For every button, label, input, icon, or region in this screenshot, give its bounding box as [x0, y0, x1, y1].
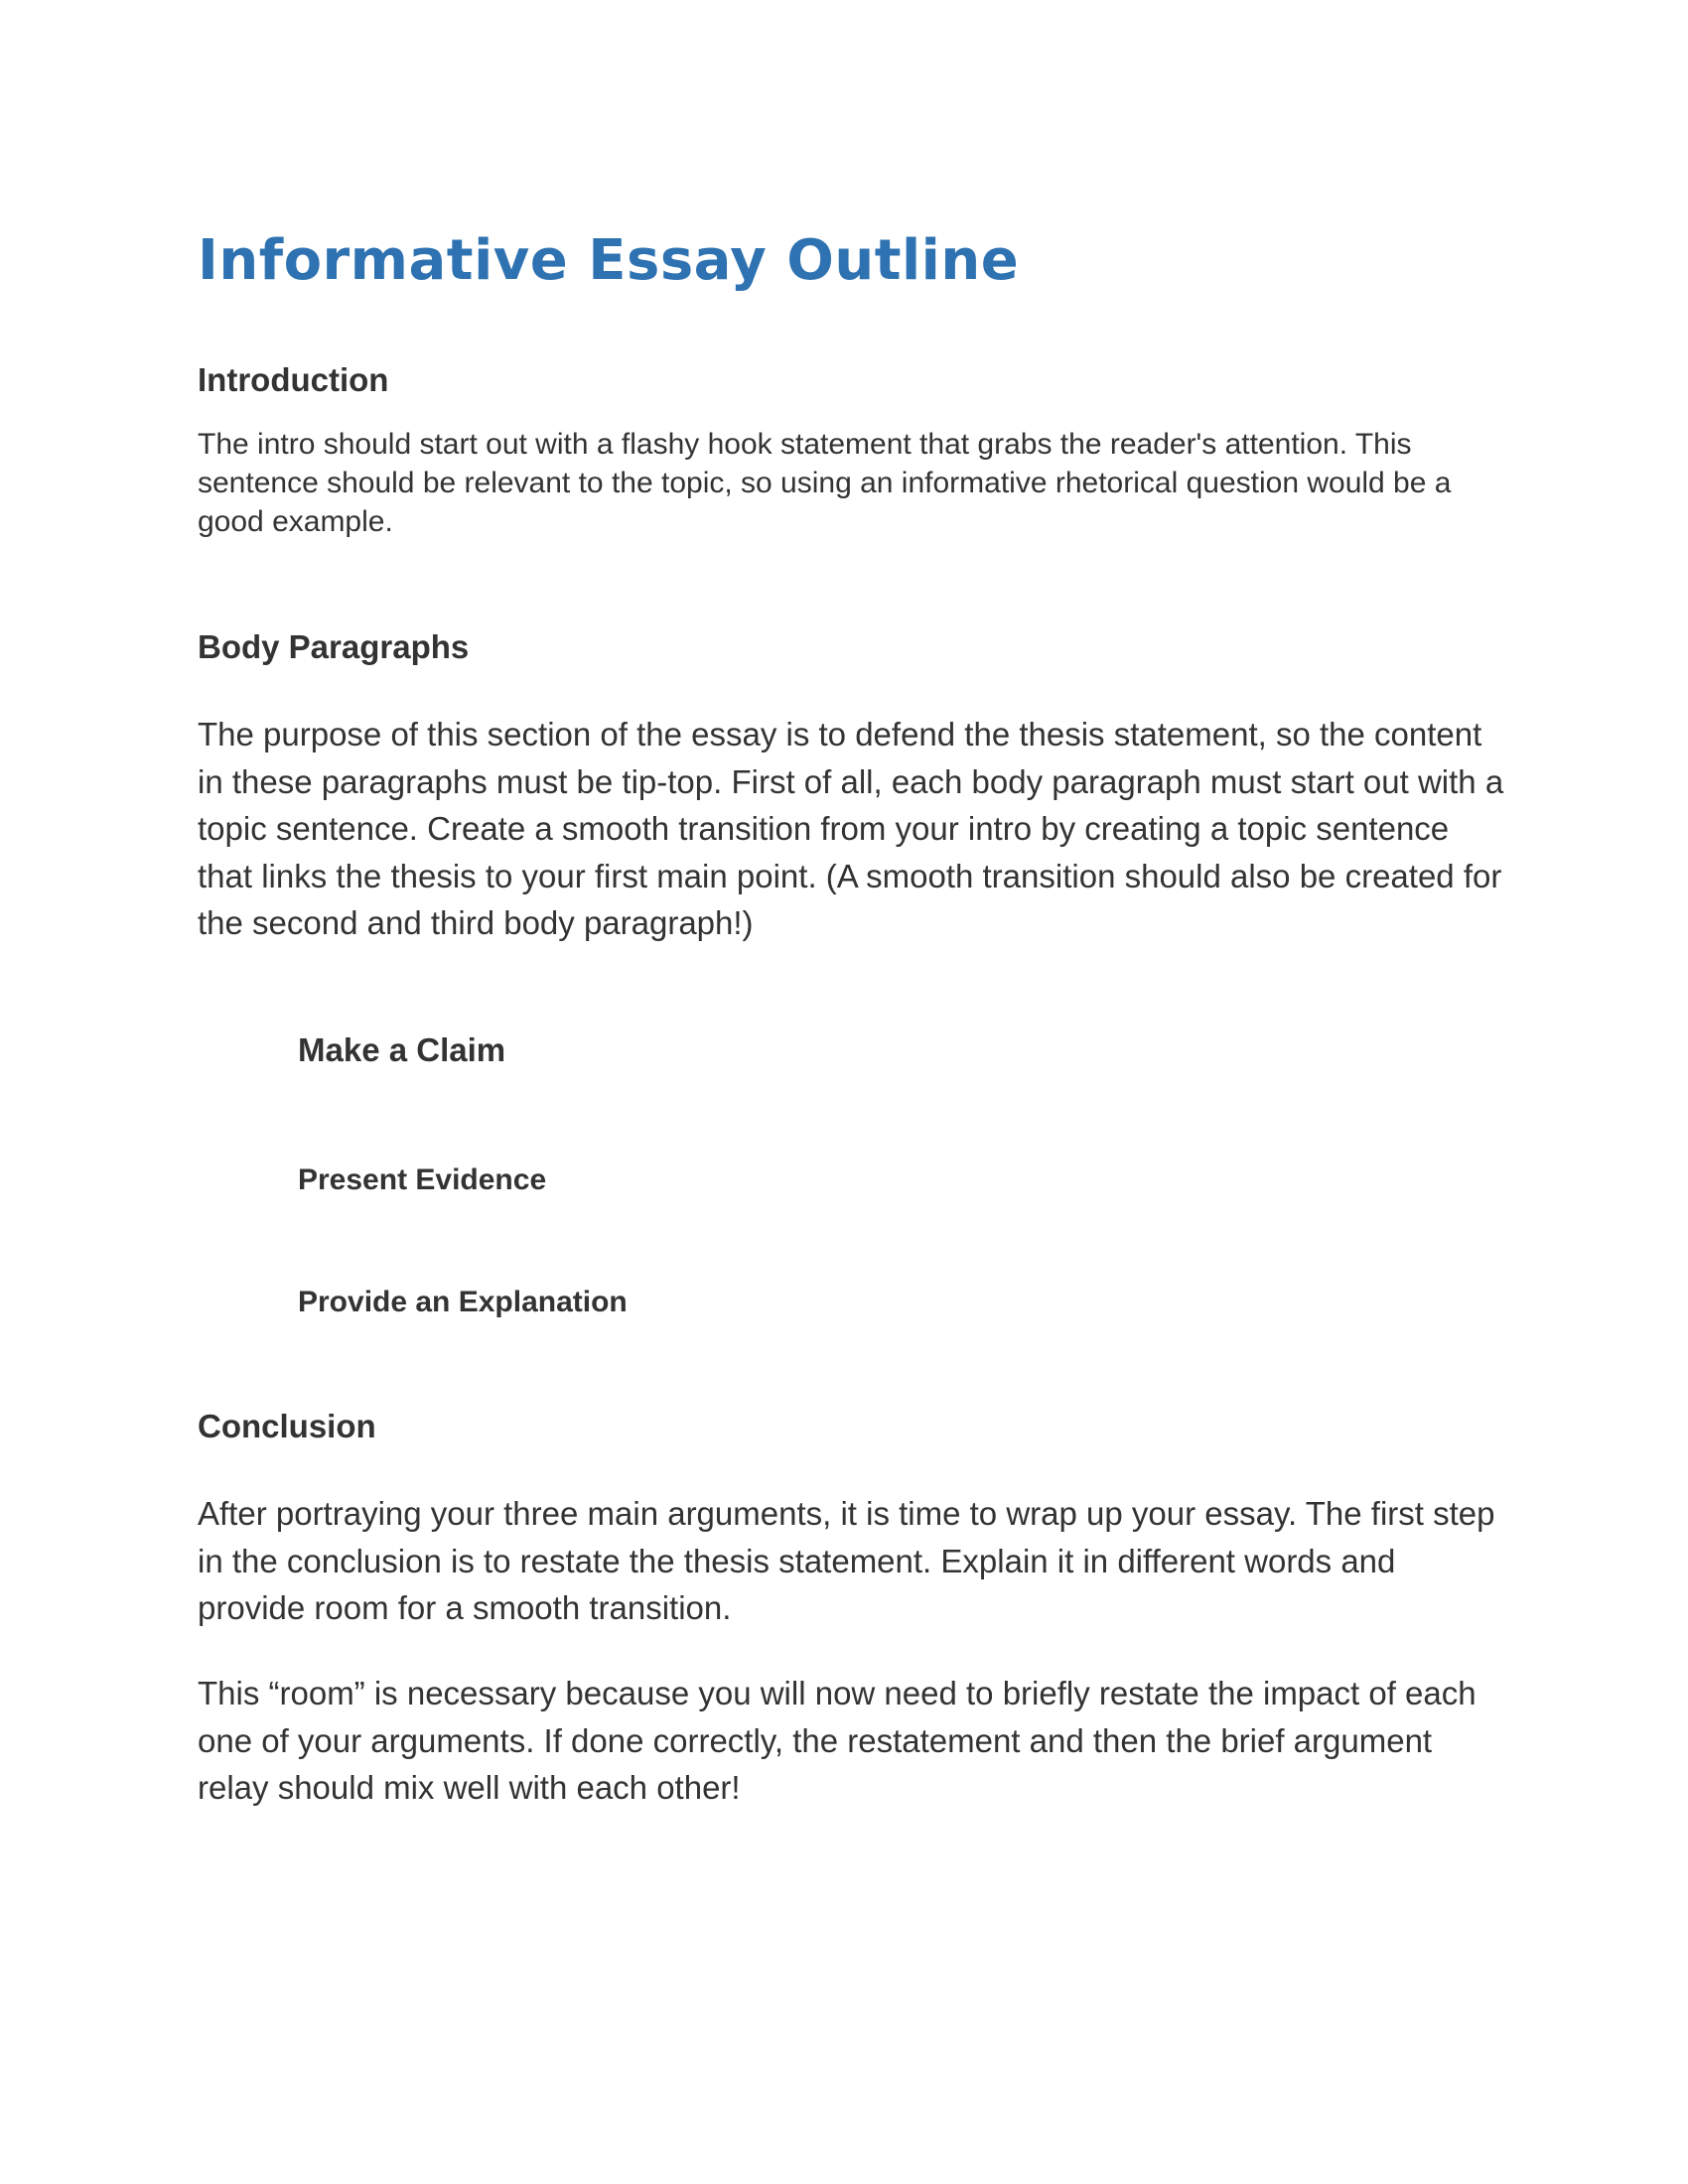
introduction-heading: Introduction [198, 361, 389, 398]
present-evidence-heading: Present Evidence [298, 1163, 547, 1196]
document-title: Informative Essay Outline [198, 228, 1020, 293]
provide-an-explanation-heading: Provide an Explanation [298, 1286, 628, 1318]
introduction-paragraph: The intro should start out with a flashy hook statement that grabs the reader's attention. This sentence should be relevant to the topic, so using an informative rhetorical question would be a good example. [198, 428, 1452, 538]
conclusion-paragraph-2: This “room” is necessary because you will now need to briefly restate the impact of each one of your arguments. If done correctly, the restatement and then the brief argument relay should mix well with each other! [198, 1675, 1477, 1806]
conclusion-paragraph-1: After portraying your three main arguments, it is time to wrap up your essay. The first step in the conclusion is to restate the thesis statement. Explain it in different words and provide room for a smooth transition. [198, 1495, 1495, 1626]
body-paragraphs-heading: Body Paragraphs [198, 628, 470, 665]
conclusion-heading: Conclusion [198, 1408, 376, 1444]
body-paragraphs-paragraph: The purpose of this section of the essay is to defend the thesis statement, so the content in these paragraphs must be tip-top. First of all, each body paragraph must start out with a topic sentence. Create a smooth transition from your intro by creating a topic sentence that links the thesis to your first main point. (A smooth transition should also be created for the second and third body paragraph!) [198, 716, 1504, 941]
make-a-claim-heading: Make a Claim [298, 1031, 506, 1068]
